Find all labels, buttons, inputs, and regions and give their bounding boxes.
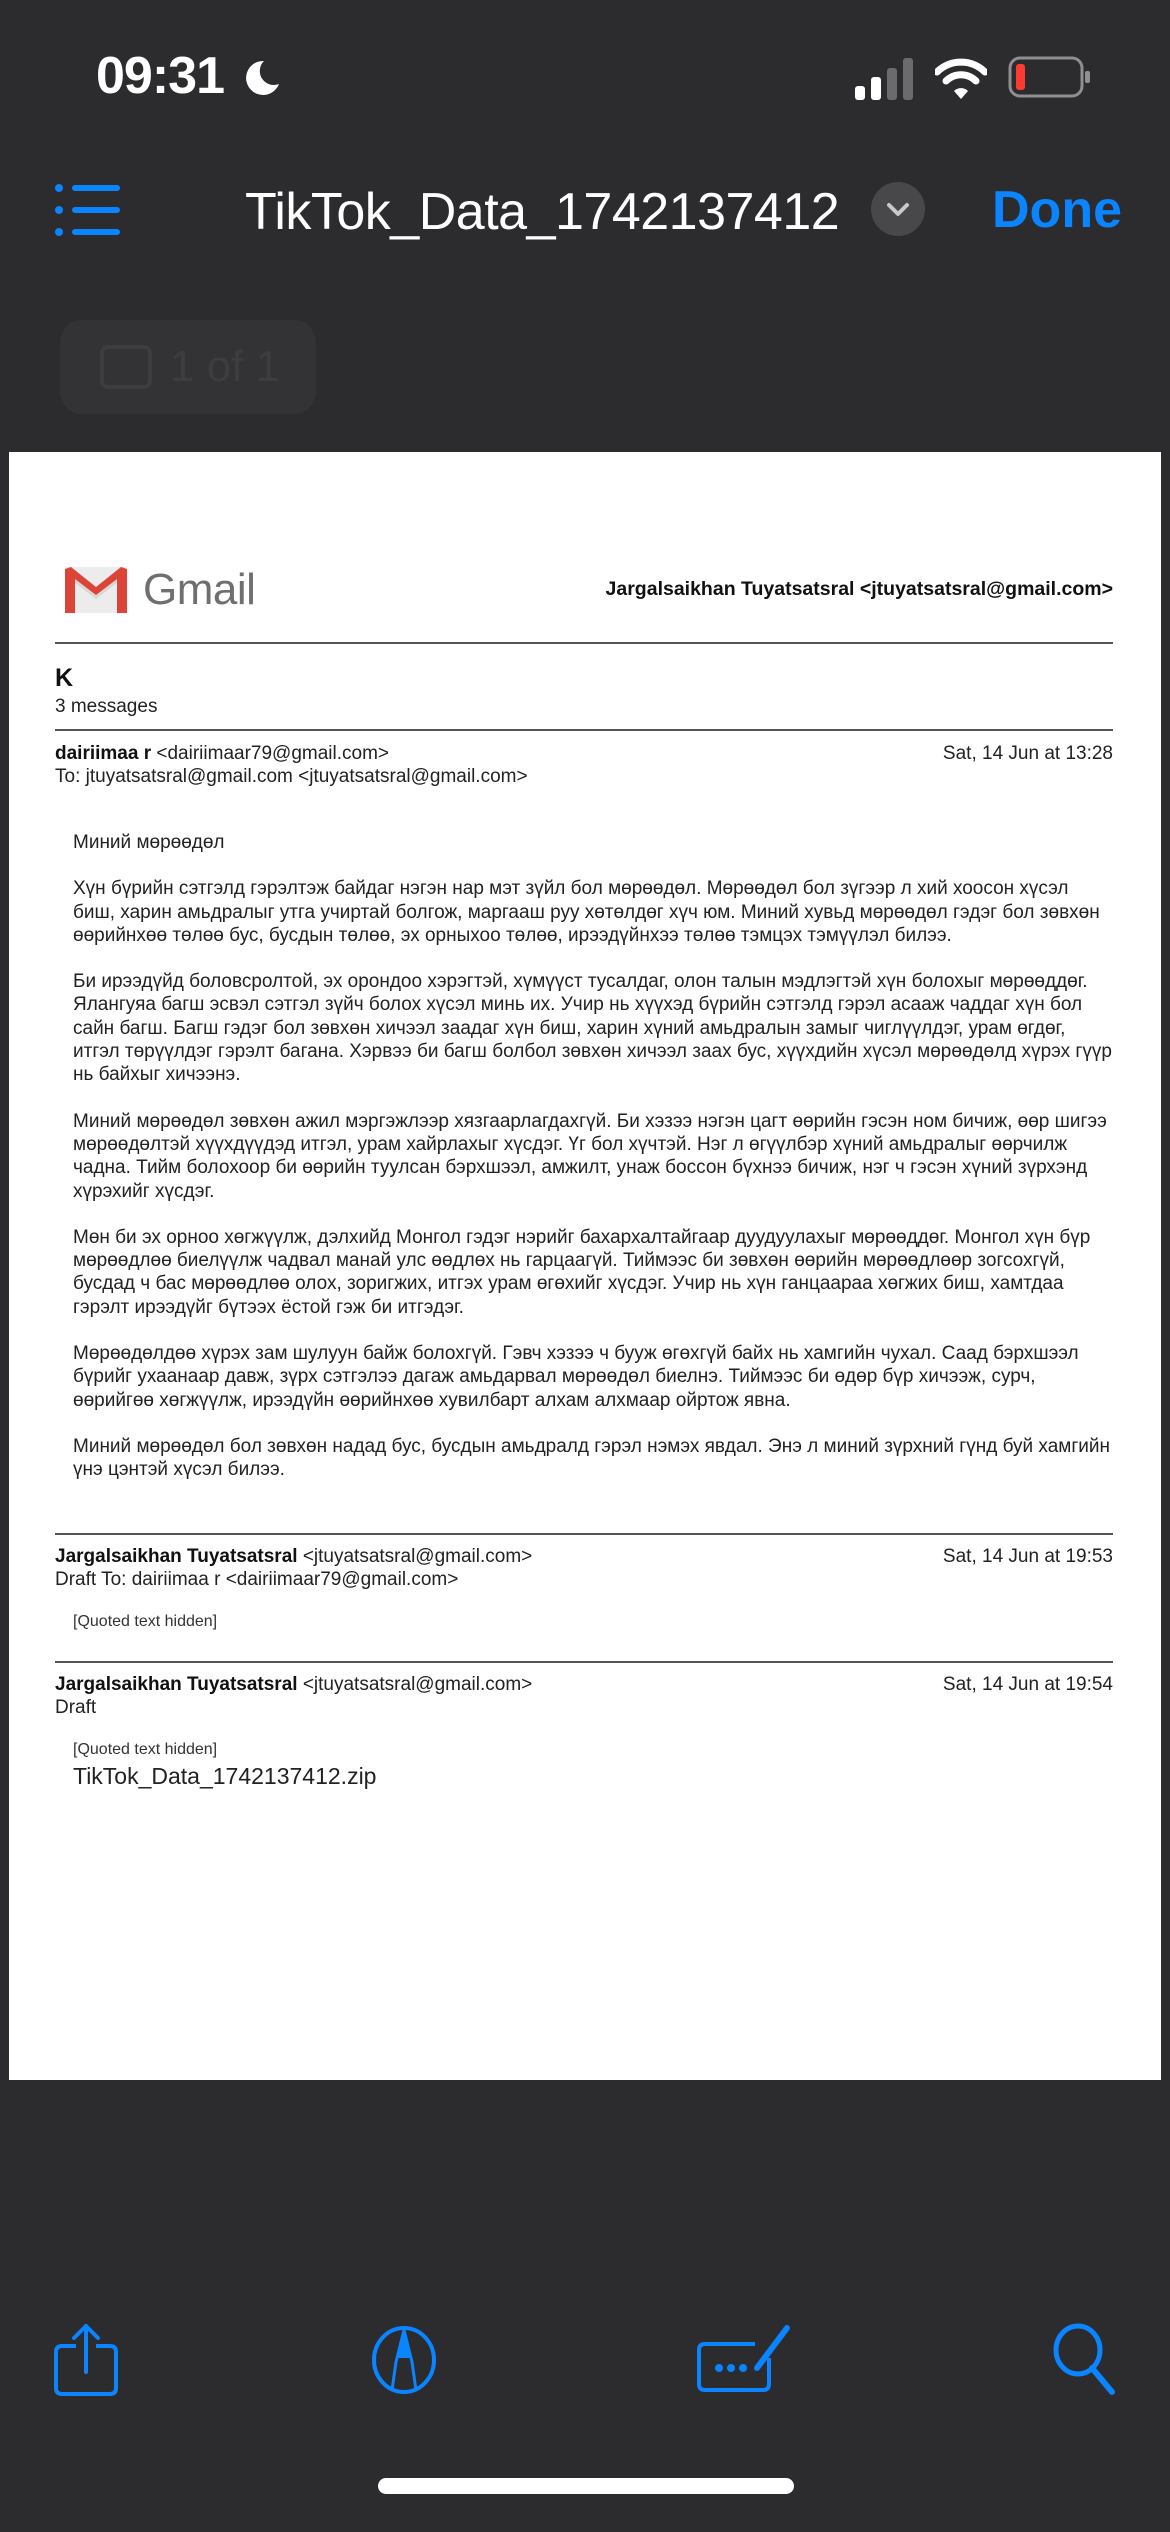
cellular-signal-icon xyxy=(855,58,915,100)
gmail-logo xyxy=(63,560,283,620)
title-menu-button[interactable] xyxy=(871,182,925,236)
message-date: Sat, 14 Jun at 13:28 xyxy=(942,743,1113,764)
sender-name: Jargalsaikhan Tuyatsatsral xyxy=(55,1546,298,1567)
message-date: Sat, 14 Jun at 19:54 xyxy=(942,1674,1113,1695)
document-page[interactable] xyxy=(9,452,1161,2080)
sender-name: Jargalsaikhan Tuyatsatsral xyxy=(55,1674,298,1695)
message-header xyxy=(55,1673,1113,1719)
document-title[interactable]: TikTok_Data_1742137412 xyxy=(245,183,840,241)
home-indicator[interactable] xyxy=(378,2478,794,2494)
list-icon[interactable] xyxy=(54,180,122,240)
quoted-text-hidden[interactable]: [Quoted text hidden] xyxy=(73,1741,218,1758)
message-header xyxy=(55,742,1113,788)
nav-bar xyxy=(0,160,1170,260)
chevron-down-icon xyxy=(871,182,925,236)
body-paragraph: Мөрөөдөлдөө хүрэх зам шулуун байж болохгүй. Гэвч хэзээ ч бууж өгөхгүй байх нь хамгийн чухал. Саад бэрхшээл бүрийг ухаанаар давж, зүрх сэтгэлээ дагаж амьдарвал мөрөөдөл биелнэ. Тиймээс би өдөр бүр хичээж, сурч, өөрийгөө хөгжүүлж, ирээдүйн өөрийнхөө хувилбарт алхам алхмаар ойртож явна. xyxy=(73,1343,1079,1411)
sender-email[interactable]: <dairiimaar79@gmail.com> xyxy=(156,743,389,764)
moon-icon xyxy=(242,58,282,98)
body-paragraph: Миний мөрөөдөл xyxy=(73,832,225,853)
recipient-line: Draft To: dairiimaa r <dairiimaar79@gmail.com> xyxy=(55,1569,459,1590)
body-paragraph: Би ирээдүйд боловсролтой, эх орондоо хэрэгтэй, хүмүүст тусалдаг, олон талын мэдлэгтэй хүн болохыг мөрөөддөг. Ялангуяа багш эсвэл сэтгэл зүйч болох хүсэл минь их. Учир нь хүүхэд бүрийн сэтгэлд гэрэл асааж чаддаг хүн бол сайн багш. Багш гэдэг бол зөвхөн хичээл заадаг хүн биш, харин хүний амьдралын замыг чиглүүлдэг, урам өгдөг, итгэл төрүүлдэг гэрэлт багана. Хэрвээ би багш болбол зөвхөн хичээл заах бус, хүүхдийн хүсэл мөрөөдөлд хүрэх гүүр нь байхыг хичээнэ. xyxy=(73,971,1112,1086)
search-icon[interactable] xyxy=(1050,2322,1122,2398)
divider xyxy=(55,642,1113,644)
share-icon[interactable] xyxy=(50,2322,122,2398)
divider xyxy=(55,729,1113,731)
recipient-line: To: jtuyatsatsral@gmail.com <jtuyatsatsral@gmail.com> xyxy=(55,766,528,787)
signature-icon[interactable] xyxy=(695,2322,795,2398)
sender-email[interactable]: <jtuyatsatsral@gmail.com> xyxy=(302,1546,533,1567)
quoted-text-hidden[interactable]: [Quoted text hidden] xyxy=(73,1613,218,1630)
recipient-line: Draft xyxy=(55,1697,97,1718)
status-bar xyxy=(0,0,1170,150)
message-count: 3 messages xyxy=(55,696,158,717)
divider xyxy=(55,1533,1113,1535)
message-header xyxy=(55,1545,1113,1591)
body-paragraph: Мөн би эх орноо хөгжүүлж, дэлхийд Монгол гэдэг нэрийг бахархалтайгаар дуудуулахыг мөрөөддөг. Монгол хүн бүр мөрөөдлөө биелүүлж чадвал манай улс өөдлөх нь гарцаагүй. Тиймээс би зөвхөн өөрийн мөрөөдлөөр зогсохгүй, бусдад ч бас мөрөөдлөө олох, зоригжих, итгэх урам өгөхийг хүсдэг. Учир нь хүн ганцаараа хөгжих биш, хамтдаа гэрэлт ирээдүйг бүтээх ёстой гэж би итгэдэг. xyxy=(73,1226,1091,1318)
attachment-link[interactable]: TikTok_Data_1742137412.zip xyxy=(73,1763,377,1789)
body-paragraph: Хүн бүрийн сэтгэлд гэрэлтэж байдаг нэгэн нар мэт зүйл бол мөрөөдөл. Мөрөөдөл бол зүгээр л хий хоосон хүсэл биш, харин амьдралыг утга учиртай болгож, маргааш руу хөтөлдөг хүч юм. Миний хувьд мөрөөдөл гэдэг бол зөвхөн өөрийнхөө төлөө бус, бусдын төлөө, эх орныхоо төлөө, ирээдүйнхээ төлөө тэмцэх тэмүүлэл билээ. xyxy=(73,878,1100,946)
sender-name: dairiimaa r xyxy=(55,743,152,764)
gmail-m-icon xyxy=(63,565,129,615)
message-date: Sat, 14 Jun at 19:53 xyxy=(942,1546,1113,1567)
account-label: Jargalsaikhan Tuyatsatsral <jtuyatsatsral@gmail.com> xyxy=(605,578,1113,600)
body-paragraph: Миний мөрөөдөл бол зөвхөн надад бус, бусдын амьдралд гэрэл нэмэх явдал. Энэ л миний зүрхний гүнд буй хамгийн үнэ цэнтэй хүсэл билээ. xyxy=(73,1435,1110,1481)
wifi-icon xyxy=(935,56,987,100)
markup-icon[interactable] xyxy=(368,2322,440,2398)
page-indicator xyxy=(60,320,316,414)
thread-subject: K xyxy=(55,664,74,692)
sidebar-icon xyxy=(100,345,152,389)
page-indicator-text: 1 of 1 xyxy=(170,342,281,391)
message-body xyxy=(73,831,1113,1505)
sender-email[interactable]: <jtuyatsatsral@gmail.com> xyxy=(302,1674,533,1695)
battery-low-icon xyxy=(1008,56,1092,98)
gmail-wordmark: Gmail xyxy=(143,565,256,614)
divider xyxy=(55,1661,1113,1663)
body-paragraph: Миний мөрөөдөл зөвхөн ажил мэргэжлээр хязгаарлагдахгүй. Би хэзээ нэгэн цагт өөрийн гэсэн ном бичиж, өөр шигээ мөрөөдөлтэй хүүхдүүдэд итгэл, урам хайрлахыг хүсдэг. Үг бол хүчтэй. Нэг л өгүүлбэр хүний амьдралыг өөрчилж чадна. Тийм болохоор би өөрийн туулсан бэрхшээл, амжилт, унаж боссон бүхнээ бичиж, нэг ч гэсэн хүний зүрхэнд хүрэхийг хүсдэг. xyxy=(73,1110,1107,1202)
status-time: 09:31 xyxy=(96,47,224,105)
done-button[interactable]: Done xyxy=(992,181,1122,239)
